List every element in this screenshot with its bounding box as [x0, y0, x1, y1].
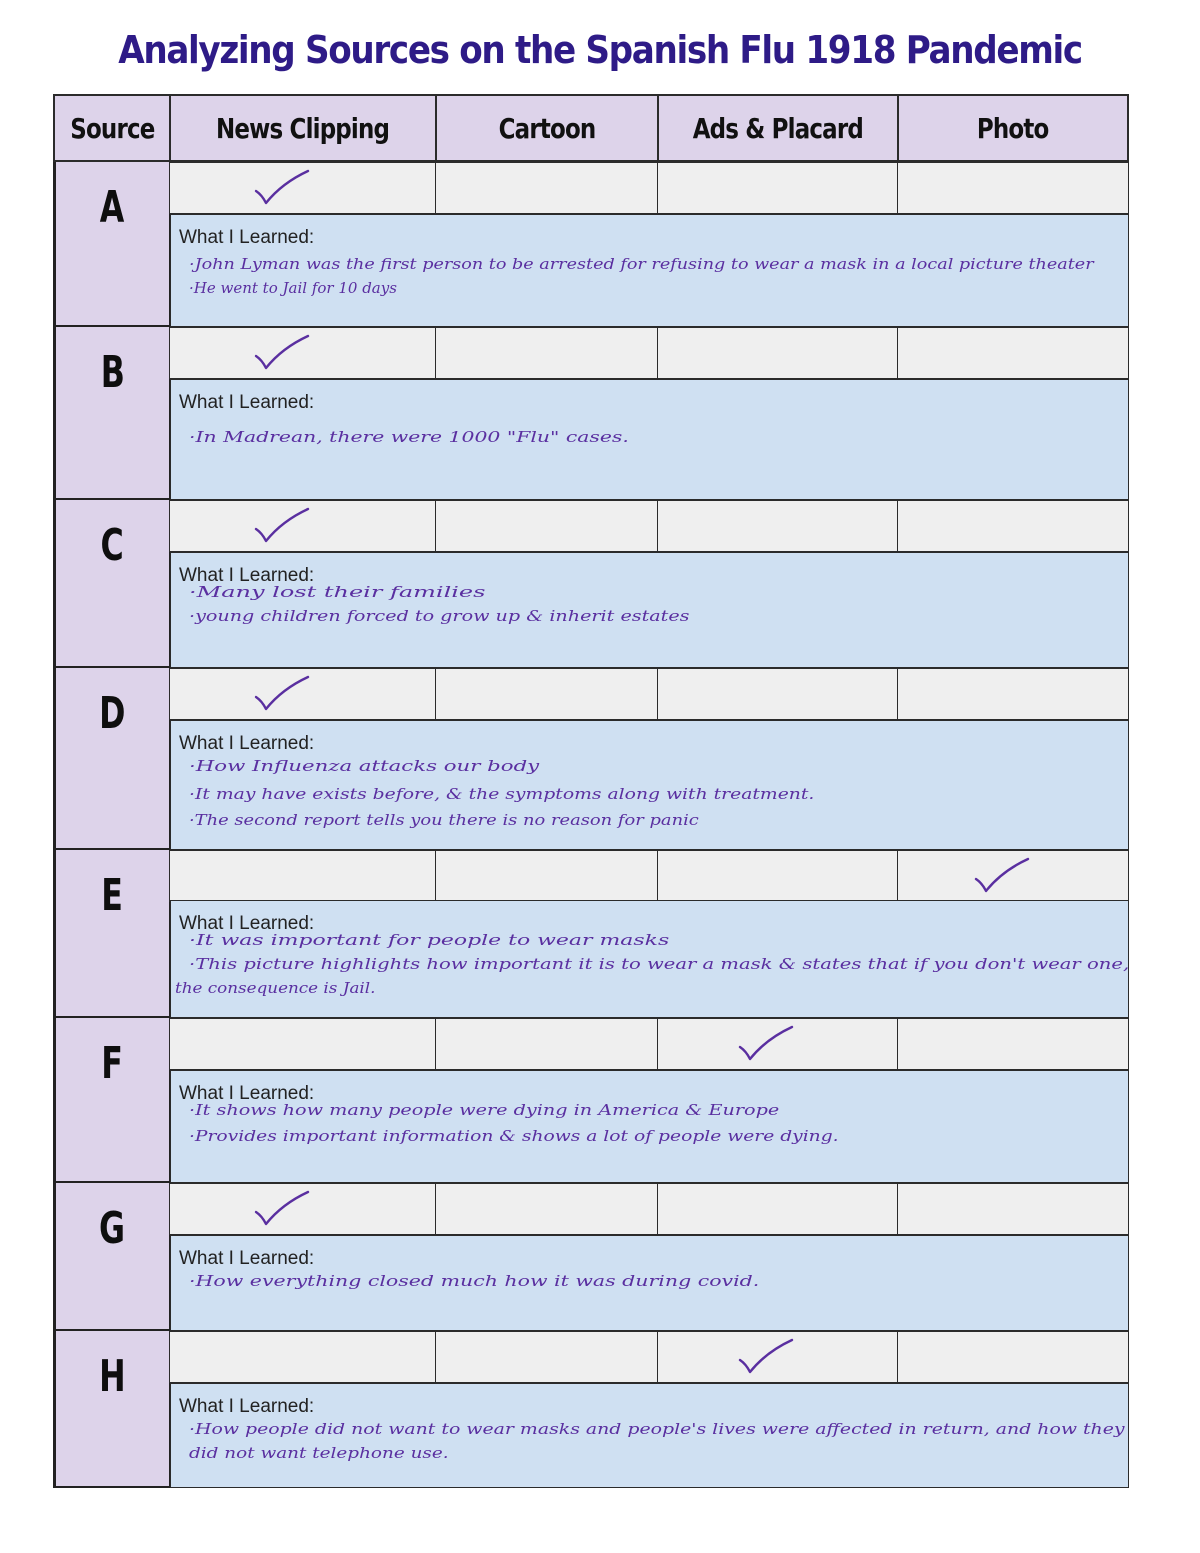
source-letter-cell: [53, 1018, 171, 1183]
header-source: Source: [53, 94, 171, 162]
check-cell-ads-placard[interactable]: [657, 668, 899, 720]
handwritten-note: ·young children forced to grow up & inherit estates: [189, 607, 690, 625]
check-cell-photo[interactable]: [897, 1183, 1129, 1235]
check-cell-ads-placard[interactable]: [657, 1018, 899, 1070]
checkmark-icon: [248, 503, 318, 547]
what-i-learned-box[interactable]: [170, 1383, 1129, 1488]
source-letter-cell: [53, 162, 171, 327]
check-cell-cartoon[interactable]: [435, 162, 659, 214]
header-news-clipping: News Clipping: [169, 94, 437, 162]
what-i-learned-label: What I Learned:: [179, 1083, 315, 1104]
source-letter: A: [100, 182, 125, 233]
check-cell-photo[interactable]: [897, 327, 1129, 379]
check-cell-cartoon[interactable]: [435, 1183, 659, 1235]
page-title: Analyzing Sources on the Spanish Flu 1918 Pandemic: [118, 28, 1082, 72]
what-i-learned-label: What I Learned:: [179, 565, 315, 586]
handwritten-note: ·It shows how many people were dying in America & Europe: [189, 1101, 780, 1119]
checkmark-icon: [732, 1334, 802, 1378]
check-cell-news-clipping[interactable]: [169, 1183, 437, 1235]
check-cell-cartoon[interactable]: [435, 1331, 659, 1383]
checkmark-icon: [248, 330, 318, 374]
handwritten-note: ·How people did not want to wear masks and people's lives were affected in return, and how they: [189, 1420, 1125, 1438]
source-letter: E: [101, 870, 124, 921]
what-i-learned-label: What I Learned:: [179, 913, 315, 934]
check-cell-ads-placard[interactable]: [657, 850, 899, 902]
handwritten-note: ·Provides important information & shows a lot of people were dying.: [189, 1127, 839, 1145]
what-i-learned-box[interactable]: [170, 214, 1129, 327]
check-cell-cartoon[interactable]: [435, 668, 659, 720]
check-cell-photo[interactable]: [897, 162, 1129, 214]
source-letter-cell: [53, 1331, 171, 1488]
what-i-learned-label: What I Learned:: [179, 392, 315, 413]
check-cell-news-clipping[interactable]: [169, 668, 437, 720]
check-cell-cartoon[interactable]: [435, 500, 659, 552]
handwritten-note: ·In Madrean, there were 1000 "Flu" cases.: [189, 428, 629, 446]
handwritten-note: ·He went to Jail for 10 days: [189, 279, 397, 297]
source-letter-cell: [53, 327, 171, 500]
source-letter-cell: [53, 1183, 171, 1331]
check-cell-cartoon[interactable]: [435, 1018, 659, 1070]
handwritten-note: ·This picture highlights how important it is to wear a mask & states that if you don't wear one,: [189, 955, 1130, 973]
what-i-learned-box[interactable]: [170, 379, 1129, 500]
check-cell-news-clipping[interactable]: [169, 500, 437, 552]
what-i-learned-box[interactable]: [170, 900, 1129, 1018]
handwritten-note: did not want telephone use.: [189, 1444, 449, 1462]
check-cell-photo[interactable]: [897, 1331, 1129, 1383]
header-photo: Photo: [897, 94, 1129, 162]
source-letter-cell: [53, 500, 171, 668]
check-cell-news-clipping[interactable]: [169, 327, 437, 379]
check-cell-news-clipping[interactable]: [169, 1331, 437, 1383]
check-cell-news-clipping[interactable]: [169, 162, 437, 214]
header-cartoon: Cartoon: [435, 94, 659, 162]
source-letter: B: [100, 347, 125, 398]
check-cell-ads-placard[interactable]: [657, 1183, 899, 1235]
handwritten-note: ·It was important for people to wear masks: [189, 931, 670, 949]
source-letter-cell: [53, 850, 171, 1018]
checkmark-icon: [732, 1021, 802, 1065]
check-cell-ads-placard[interactable]: [657, 327, 899, 379]
source-letter: G: [99, 1203, 126, 1254]
handwritten-note: ·How Influenza attacks our body: [189, 757, 540, 775]
check-cell-ads-placard[interactable]: [657, 162, 899, 214]
handwritten-note: the consequence is Jail.: [175, 979, 376, 997]
what-i-learned-label: What I Learned:: [179, 227, 315, 248]
what-i-learned-box[interactable]: [170, 1235, 1129, 1331]
checkmark-icon: [248, 165, 318, 209]
handwritten-note: ·Many lost their families: [189, 583, 486, 601]
what-i-learned-box[interactable]: [170, 720, 1129, 850]
check-cell-cartoon[interactable]: [435, 850, 659, 902]
what-i-learned-label: What I Learned:: [179, 733, 315, 754]
source-letter: F: [101, 1038, 124, 1089]
handwritten-note: ·It may have exists before, & the symptoms along with treatment.: [189, 785, 815, 803]
checkmark-icon: [248, 671, 318, 715]
what-i-learned-box[interactable]: [170, 1070, 1129, 1183]
handwritten-note: ·John Lyman was the first person to be arrested for refusing to wear a mask in a local picture theater: [189, 255, 1094, 273]
checkmark-icon: [968, 853, 1038, 897]
source-letter-cell: [53, 668, 171, 850]
source-analysis-table: [53, 94, 1129, 1488]
what-i-learned-box[interactable]: [170, 552, 1129, 668]
check-cell-photo[interactable]: [897, 668, 1129, 720]
source-letter: C: [100, 520, 125, 571]
check-cell-cartoon[interactable]: [435, 327, 659, 379]
check-cell-news-clipping[interactable]: [169, 1018, 437, 1070]
handwritten-note: ·The second report tells you there is no reason for panic: [189, 811, 699, 829]
what-i-learned-label: What I Learned:: [179, 1396, 315, 1417]
source-letter: H: [99, 1351, 126, 1402]
what-i-learned-label: What I Learned:: [179, 1248, 315, 1269]
source-letter: D: [99, 688, 126, 739]
handwritten-note: ·How everything closed much how it was during covid.: [189, 1272, 760, 1290]
check-cell-ads-placard[interactable]: [657, 1331, 899, 1383]
check-cell-photo[interactable]: [897, 500, 1129, 552]
check-cell-photo[interactable]: [897, 850, 1129, 902]
header-ads-placard: Ads & Placard: [657, 94, 899, 162]
checkmark-icon: [248, 1186, 318, 1230]
check-cell-ads-placard[interactable]: [657, 500, 899, 552]
check-cell-photo[interactable]: [897, 1018, 1129, 1070]
check-cell-news-clipping[interactable]: [169, 850, 437, 902]
